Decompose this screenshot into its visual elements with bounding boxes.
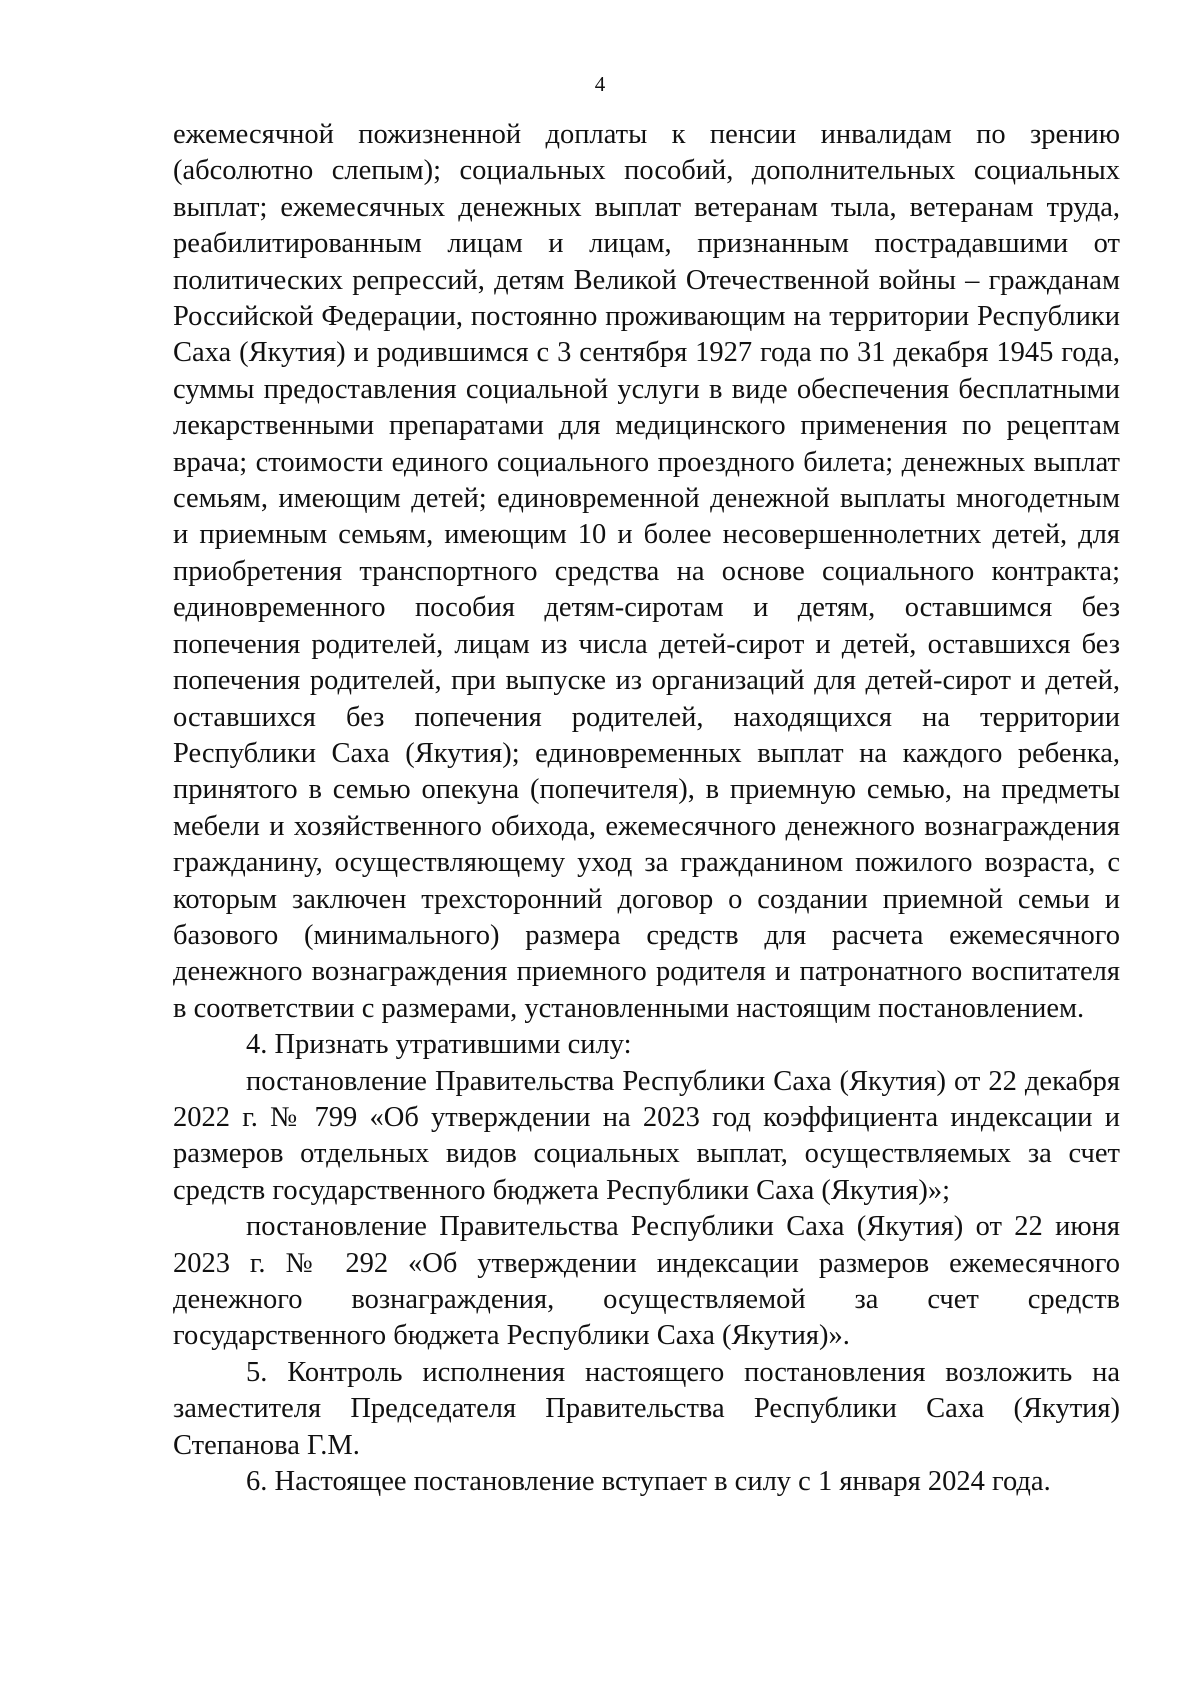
paragraph-continuation: ежемесячной пожизненной доплаты к пенсии инвалидам по зрению (абсолютно слепым); социальных пособий, дополнительных социальных выплат; ежемесячных денежных выплат ветеранам тыла, ветеранам труда, реабилитированным лицам и лицам, признанным пострадавшими от политических репрессий, детям Великой Отечественной войны – гражданам Российской Федерации, постоянно проживающим на территории Республики Саха (Якутия) и родившимся с 3 сентября 1927 года по 31 декабря 1945 года, суммы предоставления социальной услуги в виде обеспечения бесплатными лекарственными препаратами для медицинского применения по рецептам врача; стоимости единого социального проездного билета; денежных выплат семьям, имеющим детей; единовременной денежной выплаты многодетным и приемным семьям, имеющим 10 и более несовершеннолетних детей, для приобретения транспортного средства на основе социального контракта; единовременного пособия детям-сиротам и детям, оставшимся без попечения родителей, лицам из числа детей-сирот и детей, оставшихся без попечения родителей, при выпуске из организаций для детей-сирот и детей, оставшихся без попечения родителей, находящихся на территории Республики Саха (Якутия); единовременных выплат на каждого ребенка, принятого в семью опекуна (попечителя), в приемную семью, на предметы мебели и хозяйственного обихода, ежемесячного денежного вознаграждения гражданину, осуществляющему уход за гражданином пожилого возраста, с которым заключен трехсторонний договор о создании приемной семьи и базового (минимального) размера средств для расчета ежемесячного денежного вознаграждения приемного родителя и патронатного воспитателя в соответствии с размерами, установленными настоящим постановлением. (173, 119, 1120, 1024)
page-number: 4 (594, 72, 606, 96)
document-body (173, 117, 1120, 1500)
paragraph-repealed-decree-799: постановление Правительства Республики Саха (Якутия) от 22 декабря 2022 г. № 799 «Об утверждении на 2023 год коэффициента индексации и размеров отдельных видов социальных выплат, осуществляемых за счет средств государственного бюджета Республики Саха (Якутия)»; (173, 1065, 1120, 1206)
paragraph-item-4: 4. Признать утратившими силу: (246, 1029, 632, 1061)
paragraph-item-6: 6. Настоящее постановление вступает в силу с 1 января 2024 года. (246, 1466, 1051, 1498)
paragraph-item-5: 5. Контроль исполнения настоящего постановления возложить на заместителя Председателя Правительства Республики Саха (Якутия) Степанова Г.М. (173, 1356, 1120, 1461)
paragraph-repealed-decree-292: постановление Правительства Республики Саха (Якутия) от 22 июня 2023 г. № 292 «Об утверждении индексации размеров ежемесячного денежного вознаграждения, осуществляемой за счет средств государственного бюджета Республики Саха (Якутия)». (173, 1211, 1120, 1352)
